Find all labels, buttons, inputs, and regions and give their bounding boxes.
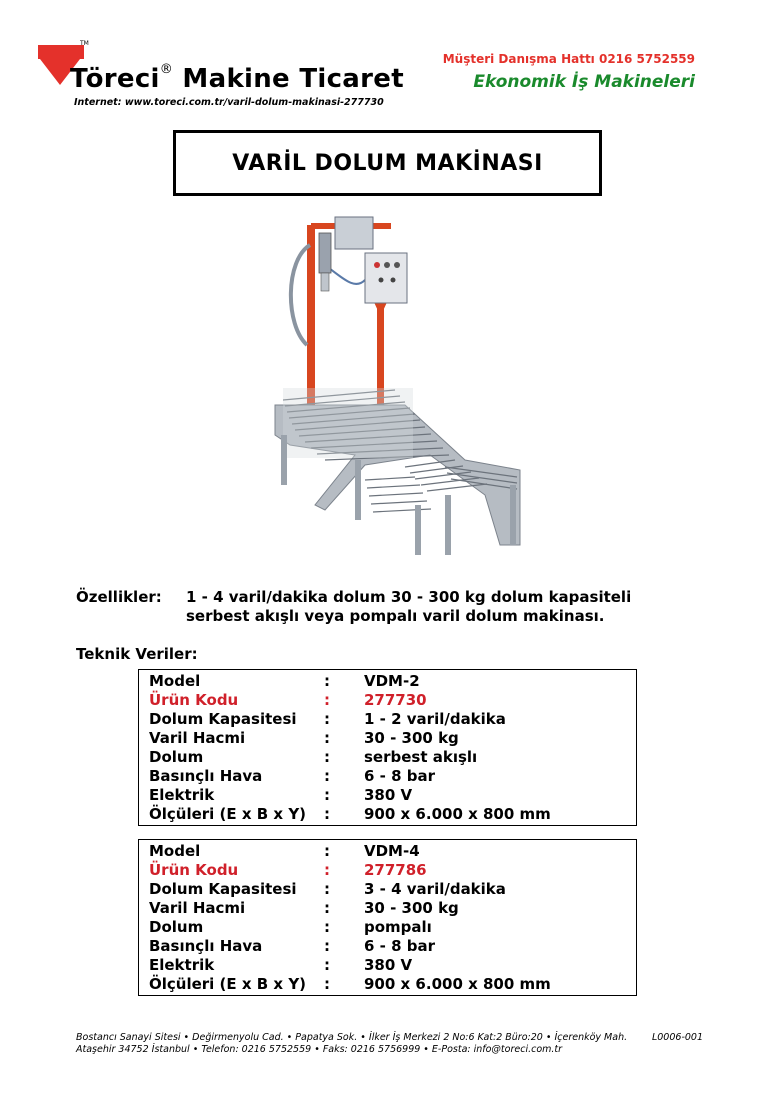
spec-key: Ürün Kodu [149,861,239,879]
spec-row-product-code [149,691,636,710]
spec-table-vdm-4 [138,839,637,996]
spec-value: 30 - 300 kg [364,899,459,917]
customer-hotline: Müşteri Danışma Hattı 0216 5752559 [442,52,695,66]
spec-key: Dolum Kapasitesi [149,880,297,898]
spec-separator: : [324,805,330,823]
spec-key: Dolum [149,918,204,936]
spec-value: VDM-2 [364,672,420,690]
spec-value: 277786 [364,861,427,879]
spec-key: Model [149,672,201,690]
logo-bar [38,45,84,59]
spec-value: 6 - 8 bar [364,767,436,785]
spec-separator: : [324,975,330,993]
features-line-1: 1 - 4 varil/dakika dolum 30 - 300 kg dolum kapasiteli [186,588,632,606]
footer-line-1: Bostancı Sanayi Sitesi • Değirmenyolu Cad. • Papatya Sok. • İlker İş Merkezi 2 No:6 Kat:2 Büro:20 • İçerenköy Mah. [76,1032,628,1043]
spec-separator: : [324,880,330,898]
page-title: VARİL DOLUM MAKİNASI [232,150,543,176]
spec-separator: : [324,842,330,860]
spec-separator: : [324,786,330,804]
spec-key: Dolum [149,748,204,766]
spec-separator: : [324,899,330,917]
brand-title [70,64,404,94]
features-label: Özellikler: [76,588,162,606]
features-text [186,588,706,626]
features-line-2: serbest akışlı veya pompalı varil dolum makinası. [186,607,605,625]
spec-separator: : [324,691,330,709]
spec-key: Model [149,842,201,860]
spec-row-capacity [149,710,636,729]
spec-value: 900 x 6.000 x 800 mm [364,805,551,823]
spec-value: 380 V [364,956,413,974]
footer-address [76,1032,627,1056]
spec-key: Elektrik [149,786,215,804]
spec-separator: : [324,767,330,785]
spec-row-air-pressure [149,767,636,786]
spec-row-air-pressure [149,937,636,956]
spec-row-model [149,672,636,691]
internet-link[interactable]: Internet: www.toreci.com.tr/varil-dolum-makinasi-277730 [74,97,384,108]
title-box [173,130,602,196]
spec-separator: : [324,956,330,974]
spec-value: 3 - 4 varil/dakika [364,880,506,898]
spec-value: 6 - 8 bar [364,937,436,955]
spec-row-capacity [149,880,636,899]
spec-separator: : [324,672,330,690]
machine-image [255,205,525,577]
spec-value: 380 V [364,786,413,804]
spec-separator: : [324,861,330,879]
spec-value: 900 x 6.000 x 800 mm [364,975,551,993]
spec-table-vdm-2 [138,669,637,826]
spec-value: VDM-4 [364,842,420,860]
slogan: Ekonomik İş Makineleri [473,72,695,92]
spec-row-product-code [149,861,636,880]
technical-data-label: Teknik Veriler: [76,645,198,663]
spec-row-electric [149,956,636,975]
spec-separator: : [324,748,330,766]
spec-row-filling [149,918,636,937]
trademark-mark: TM [80,40,89,47]
spec-row-volume [149,899,636,918]
spec-row-filling [149,748,636,767]
spec-row-electric [149,786,636,805]
spec-value: pompalı [364,918,432,936]
spec-key: Ürün Kodu [149,691,239,709]
spec-key: Varil Hacmi [149,729,246,747]
spec-key: Varil Hacmi [149,899,246,917]
spec-row-dimensions [149,975,636,994]
spec-row-dimensions [149,805,636,824]
brand-rest: Makine Ticaret [182,64,404,94]
registered-mark: ® [159,62,174,77]
spec-key: Dolum Kapasitesi [149,710,297,728]
spec-key: Elektrik [149,956,215,974]
spec-key: Basınçlı Hava [149,937,263,955]
document-code: L0006-001 [651,1032,703,1043]
spec-key: Ölçüleri (E x B x Y) [149,975,307,993]
footer-line-2: Ataşehir 34752 İstanbul • Telefon: 0216 5752559 • Faks: 0216 5756999 • E-Posta: info@toreci.com.tr [76,1044,563,1055]
spec-separator: : [324,937,330,955]
spec-separator: : [324,918,330,936]
spec-separator: : [324,710,330,728]
spec-row-model [149,842,636,861]
spec-row-volume [149,729,636,748]
spec-value: 1 - 2 varil/dakika [364,710,506,728]
spec-value: serbest akışlı [364,748,478,766]
spec-value: 277730 [364,691,427,709]
spec-key: Ölçüleri (E x B x Y) [149,805,307,823]
spec-key: Basınçlı Hava [149,767,263,785]
brand-name: Töreci [70,64,160,94]
spec-value: 30 - 300 kg [364,729,459,747]
spec-separator: : [324,729,330,747]
